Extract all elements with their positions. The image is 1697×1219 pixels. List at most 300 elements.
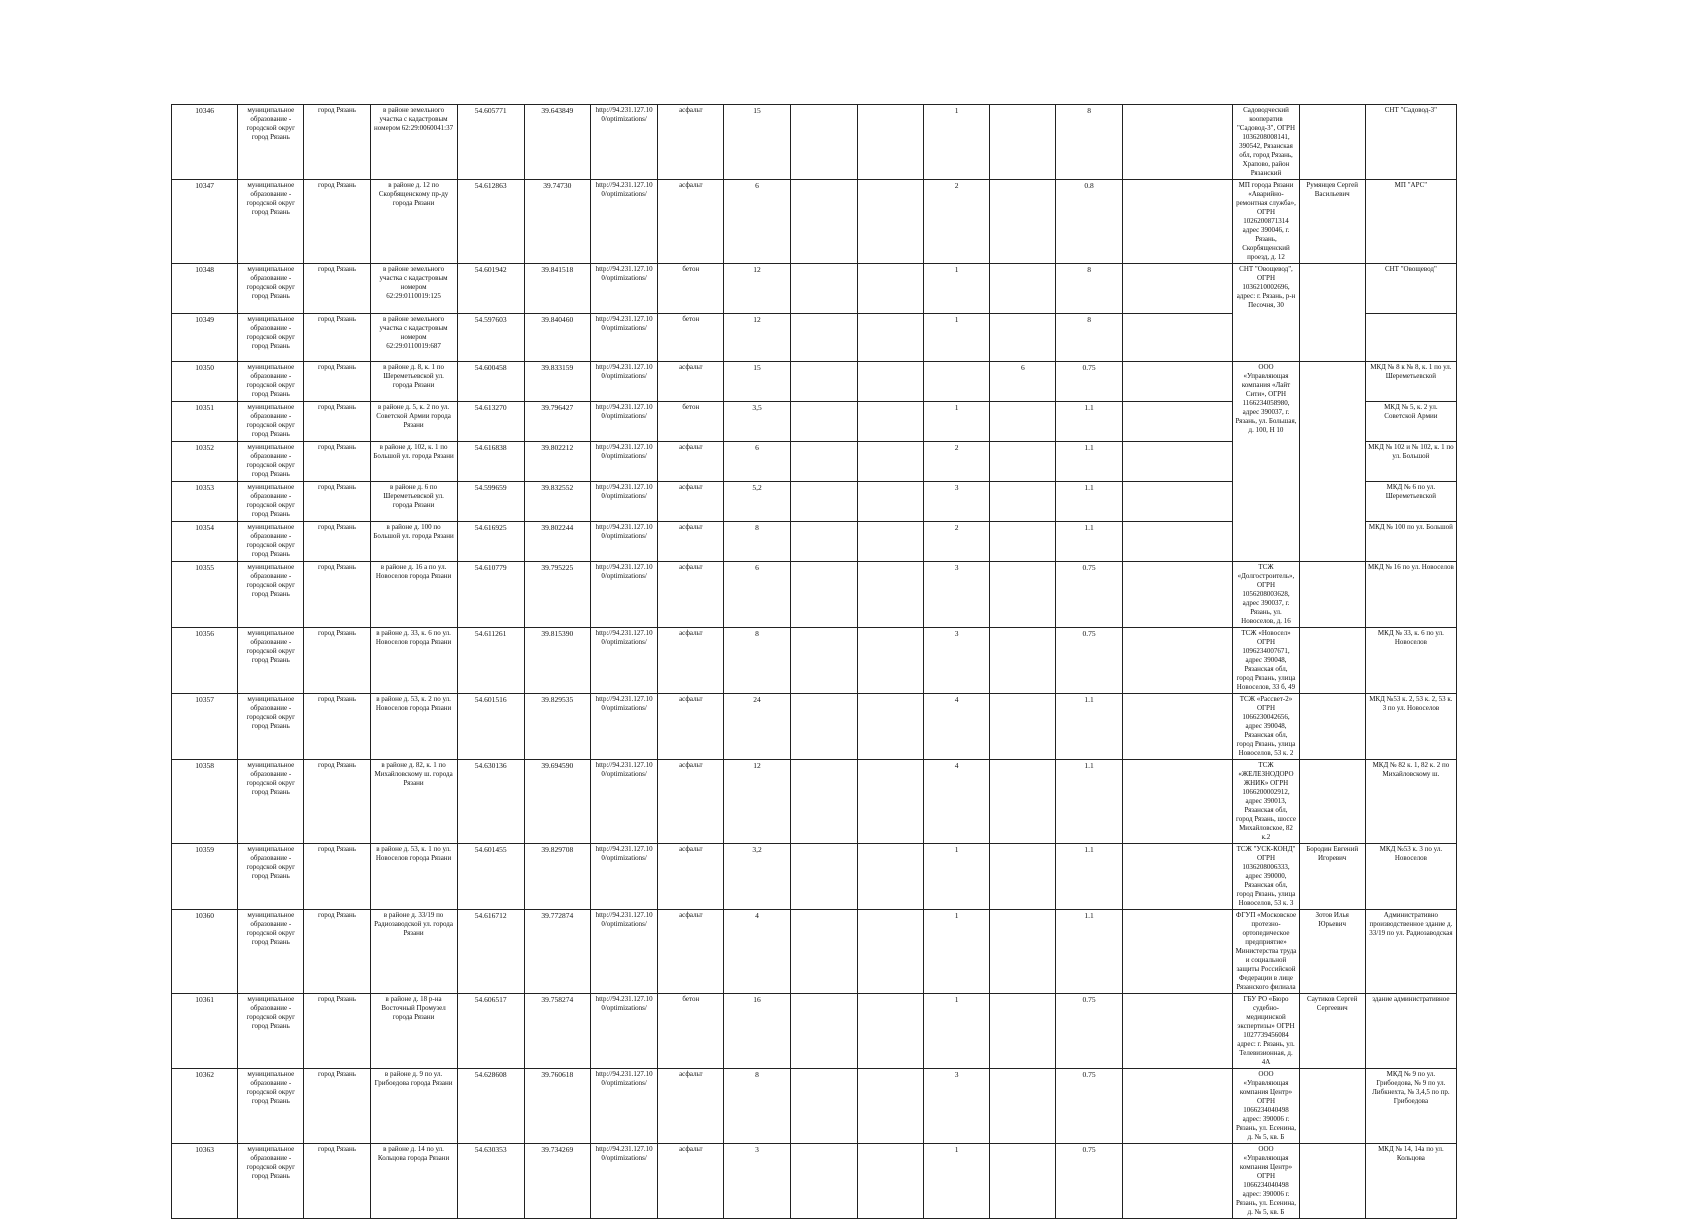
cell-c13: [990, 482, 1056, 522]
table-row: [172, 562, 1457, 628]
cell-settlement: город Рязань: [304, 760, 370, 844]
cell-address: в районе д. 9 по ул. Грибоедова города Рязани: [370, 1069, 457, 1144]
cell-c14: 1.1: [1056, 482, 1122, 522]
cell-c14: 8: [1056, 264, 1122, 314]
cell-id: 10354: [172, 522, 238, 562]
cell-served: МКД №53 к. 2, 53 к. 2, 53 к. 3 по ул. Новоселов: [1365, 694, 1456, 760]
cell-c12: 1: [924, 402, 990, 442]
cell-c11: [857, 628, 923, 694]
cell-link: http://94.231.127.10 0/optimizations/: [590, 1144, 657, 1219]
cell-contact: [1299, 264, 1365, 362]
cell-lat: 54.601942: [457, 264, 524, 314]
cell-settlement: город Рязань: [304, 314, 370, 362]
cell-contact: [1299, 628, 1365, 694]
cell-c15: [1122, 482, 1233, 522]
cell-lon: 39.758274: [524, 994, 590, 1069]
cell-owner: ФГУП «Московское протезно-ортопедическое предприятие» Министерства труда и социальной защиты Российской Федерации в лице Рязанского филиала: [1233, 910, 1299, 994]
cell-link: http://94.231.127.10 0/optimizations/: [590, 314, 657, 362]
cell-id: 10353: [172, 482, 238, 522]
cell-address: в районе д. 102, к. 1 по Большой ул. города Рязани: [370, 442, 457, 482]
cell-lon: 39.74730: [524, 180, 590, 264]
cell-lat: 54.616712: [457, 910, 524, 994]
cell-c14: 0.75: [1056, 628, 1122, 694]
cell-settlement: город Рязань: [304, 105, 370, 180]
table-row: [172, 910, 1457, 994]
cell-area: 12: [724, 314, 790, 362]
cell-settlement: город Рязань: [304, 910, 370, 994]
table-row: [172, 1069, 1457, 1144]
cell-settlement: город Рязань: [304, 628, 370, 694]
cell-area: 5,2: [724, 482, 790, 522]
cell-c15: [1122, 1144, 1233, 1219]
cell-area: 15: [724, 105, 790, 180]
cell-surface: бетон: [658, 994, 724, 1069]
cell-c15: [1122, 562, 1233, 628]
cell-lon: 39.772874: [524, 910, 590, 994]
cell-c15: [1122, 844, 1233, 910]
cell-contact: Бородин Евгений Игоревич: [1299, 844, 1365, 910]
cell-c10: [790, 362, 857, 402]
cell-c12: 3: [924, 628, 990, 694]
cell-address: в районе д. 33/19 по Радиозаводской ул. города Рязани: [370, 910, 457, 994]
cell-municipality: муниципальное образование - городской округ город Рязань: [238, 694, 304, 760]
cell-c15: [1122, 264, 1233, 314]
cell-served: МКД №53 к. 3 по ул. Новоселов: [1365, 844, 1456, 910]
cell-c14: 0.75: [1056, 994, 1122, 1069]
cell-address: в районе д. 53, к. 2 по ул. Новоселов города Рязани: [370, 694, 457, 760]
cell-lon: 39.802212: [524, 442, 590, 482]
cell-area: 3: [724, 1144, 790, 1219]
cell-id: 10356: [172, 628, 238, 694]
cell-link: http://94.231.127.10 0/optimizations/: [590, 562, 657, 628]
cell-contact: Саутиков Сергей Сергеевич: [1299, 994, 1365, 1069]
cell-owner: ТСЖ «Новосел» ОГРН 1096234007671, адрес 390048, Рязанская обл, город Рязань, улица Новоселов, 33 б, 49: [1233, 628, 1299, 694]
cell-id: 10347: [172, 180, 238, 264]
cell-c11: [857, 562, 923, 628]
cell-id: 10360: [172, 910, 238, 994]
cell-c13: [990, 1144, 1056, 1219]
cell-municipality: муниципальное образование - городской округ город Рязань: [238, 628, 304, 694]
cell-c13: [990, 442, 1056, 482]
cell-area: 3,5: [724, 402, 790, 442]
cell-c15: [1122, 760, 1233, 844]
cell-c14: 8: [1056, 314, 1122, 362]
cell-c13: [990, 694, 1056, 760]
cell-owner: ТСЖ "УСК-КОНД" ОГРН 1036208006333, адрес 390000, Рязанская обл, город Рязань, улица Новоселов, 53 к. 3: [1233, 844, 1299, 910]
cell-c11: [857, 442, 923, 482]
cell-address: в районе д. 82, к. 1 по Михайловскому ш. города Рязани: [370, 760, 457, 844]
cell-lon: 39.833159: [524, 362, 590, 402]
cell-settlement: город Рязань: [304, 1069, 370, 1144]
cell-lon: 39.829708: [524, 844, 590, 910]
cell-c12: 4: [924, 694, 990, 760]
cell-link: http://94.231.127.10 0/optimizations/: [590, 180, 657, 264]
cell-owner: ГБУ РО «Бюро судебно-медицинской экспертизы» ОГРН 1027739456084 адрес: г. Рязань, ул. Телевизионная, д. 4А: [1233, 994, 1299, 1069]
cell-c10: [790, 442, 857, 482]
cell-c13: [990, 522, 1056, 562]
cell-c12: 3: [924, 562, 990, 628]
cell-lat: 54.601455: [457, 844, 524, 910]
cell-served: МКД № 6 по ул. Шереметьевской: [1365, 482, 1456, 522]
cell-surface: асфальт: [658, 442, 724, 482]
cell-municipality: муниципальное образование - городской округ город Рязань: [238, 314, 304, 362]
cell-c11: [857, 844, 923, 910]
table-row: [172, 760, 1457, 844]
cell-c10: [790, 910, 857, 994]
cell-link: http://94.231.127.10 0/optimizations/: [590, 910, 657, 994]
cell-municipality: муниципальное образование - городской округ город Рязань: [238, 844, 304, 910]
cell-address: в районе земельного участка с кадастровым номером 62:29:0110019:125: [370, 264, 457, 314]
cell-area: 15: [724, 362, 790, 402]
cell-owner: ТСЖ «Долгостроитель», ОГРН 1056208003628, адрес 390037, г. Рязань, ул. Новоселов, д. 16: [1233, 562, 1299, 628]
cell-municipality: муниципальное образование - городской округ город Рязань: [238, 994, 304, 1069]
cell-lat: 54.613270: [457, 402, 524, 442]
cell-c13: [990, 628, 1056, 694]
cell-municipality: муниципальное образование - городской округ город Рязань: [238, 180, 304, 264]
cell-area: 24: [724, 694, 790, 760]
cell-c11: [857, 180, 923, 264]
cell-served: МКД № 14, 14а по ул. Кольцова: [1365, 1144, 1456, 1219]
cell-municipality: муниципальное образование - городской округ город Рязань: [238, 105, 304, 180]
cell-c10: [790, 482, 857, 522]
cell-settlement: город Рязань: [304, 482, 370, 522]
cell-id: 10357: [172, 694, 238, 760]
cell-served: МКД № 102 и № 102, к. 1 по ул. Большой: [1365, 442, 1456, 482]
cell-link: http://94.231.127.10 0/optimizations/: [590, 105, 657, 180]
cell-served: здание административное: [1365, 994, 1456, 1069]
cell-settlement: город Рязань: [304, 562, 370, 628]
cell-c15: [1122, 442, 1233, 482]
cell-lon: 39.795225: [524, 562, 590, 628]
cell-id: 10355: [172, 562, 238, 628]
cell-surface: асфальт: [658, 760, 724, 844]
cell-lat: 54.599659: [457, 482, 524, 522]
cell-address: в районе д. 100 по Большой ул. города Рязани: [370, 522, 457, 562]
cell-c15: [1122, 105, 1233, 180]
cell-c11: [857, 1069, 923, 1144]
cell-lat: 54.630136: [457, 760, 524, 844]
cell-municipality: муниципальное образование - городской округ город Рязань: [238, 1069, 304, 1144]
cell-served: МП "АРС": [1365, 180, 1456, 264]
cell-c15: [1122, 910, 1233, 994]
cell-lat: 54.630353: [457, 1144, 524, 1219]
cell-address: в районе д. 14 по ул. Кольцова города Рязани: [370, 1144, 457, 1219]
cell-c10: [790, 844, 857, 910]
cell-c10: [790, 694, 857, 760]
cell-served: МКД № 5, к. 2 ул. Советской Армии: [1365, 402, 1456, 442]
cell-served: Административно производственное здание д. 33/19 по ул. Радиозаводская: [1365, 910, 1456, 994]
cell-area: 6: [724, 442, 790, 482]
cell-settlement: город Рязань: [304, 1144, 370, 1219]
cell-municipality: муниципальное образование - городской округ город Рязань: [238, 522, 304, 562]
cell-address: в районе д. 18 р-на Восточный Промузел города Рязани: [370, 994, 457, 1069]
cell-lon: 39.796427: [524, 402, 590, 442]
cell-served: МКД № 9 по ул. Грибоедова, № 9 по ул. Либкнехта, № 3,4,5 по пр. Грибоедова: [1365, 1069, 1456, 1144]
cell-lat: 54.628608: [457, 1069, 524, 1144]
cell-area: 4: [724, 910, 790, 994]
cell-c13: [990, 910, 1056, 994]
cell-address: в районе д. 5, к. 2 по ул. Советской Армии города Рязани: [370, 402, 457, 442]
cell-c10: [790, 180, 857, 264]
cell-c10: [790, 1144, 857, 1219]
cell-c12: 3: [924, 482, 990, 522]
cell-contact: [1299, 562, 1365, 628]
cell-c10: [790, 562, 857, 628]
cell-contact: [1299, 1069, 1365, 1144]
cell-c10: [790, 314, 857, 362]
cell-c12: [924, 362, 990, 402]
cell-lat: 54.611261: [457, 628, 524, 694]
cell-c14: 0.75: [1056, 362, 1122, 402]
cell-id: 10361: [172, 994, 238, 1069]
cell-area: 8: [724, 1069, 790, 1144]
cell-lat: 54.606517: [457, 994, 524, 1069]
cell-settlement: город Рязань: [304, 694, 370, 760]
cell-lat: 54.597603: [457, 314, 524, 362]
cell-served: МКД № 8 к № 8, к. 1 по ул. Шереметьевской: [1365, 362, 1456, 402]
cell-c13: [990, 105, 1056, 180]
cell-settlement: город Рязань: [304, 180, 370, 264]
cell-c12: 1: [924, 910, 990, 994]
cell-c14: 1.1: [1056, 844, 1122, 910]
cell-surface: асфальт: [658, 482, 724, 522]
cell-link: http://94.231.127.10 0/optimizations/: [590, 628, 657, 694]
cell-lon: 39.841518: [524, 264, 590, 314]
cell-c11: [857, 994, 923, 1069]
cell-c11: [857, 105, 923, 180]
cell-settlement: город Рязань: [304, 362, 370, 402]
cell-served: [1365, 314, 1456, 362]
cell-c11: [857, 264, 923, 314]
cell-c15: [1122, 180, 1233, 264]
cell-c15: [1122, 522, 1233, 562]
cell-lon: 39.802244: [524, 522, 590, 562]
cell-owner: Садоводческий кооператив "Садовод-3", ОГРН 1036208008141, 390542, Рязанская обл, город Рязань, Храпово, район Рязанский: [1233, 105, 1299, 180]
cell-surface: асфальт: [658, 1069, 724, 1144]
cell-surface: асфальт: [658, 694, 724, 760]
cell-c14: 1.1: [1056, 522, 1122, 562]
cell-c11: [857, 482, 923, 522]
cell-c11: [857, 402, 923, 442]
cell-c12: 1: [924, 844, 990, 910]
cell-c11: [857, 362, 923, 402]
cell-c15: [1122, 628, 1233, 694]
cell-address: в районе д. 12 по Скорбященскому пр-ду города Рязани: [370, 180, 457, 264]
cell-c11: [857, 522, 923, 562]
cell-c13: 6: [990, 362, 1056, 402]
cell-municipality: муниципальное образование - городской округ город Рязань: [238, 264, 304, 314]
cell-surface: асфальт: [658, 522, 724, 562]
cell-served: МКД № 100 по ул. Большой: [1365, 522, 1456, 562]
cell-c14: 0.8: [1056, 180, 1122, 264]
table-row: [172, 180, 1457, 264]
cell-surface: асфальт: [658, 844, 724, 910]
cell-c11: [857, 694, 923, 760]
cell-lon: 39.829535: [524, 694, 590, 760]
cell-c10: [790, 402, 857, 442]
cell-c14: 1.1: [1056, 910, 1122, 994]
cell-address: в районе д. 33, к. 6 по ул. Новоселов города Рязани: [370, 628, 457, 694]
cell-id: 10363: [172, 1144, 238, 1219]
cell-owner: ООО «Управляющая компания «Лайт Сити», ОГРН 1166234058980, адрес 390037, г. Рязань, ул. Большая, д. 100, Н 10: [1233, 362, 1299, 562]
cell-c12: 1: [924, 1144, 990, 1219]
cell-c13: [990, 1069, 1056, 1144]
cell-c12: 1: [924, 994, 990, 1069]
table-row: [172, 362, 1457, 402]
table-row: [172, 994, 1457, 1069]
cell-address: в районе земельного участка с кадастровым номером 62:29:0110019:687: [370, 314, 457, 362]
cell-municipality: муниципальное образование - городской округ город Рязань: [238, 562, 304, 628]
cell-link: http://94.231.127.10 0/optimizations/: [590, 522, 657, 562]
cell-settlement: город Рязань: [304, 402, 370, 442]
cell-contact: [1299, 760, 1365, 844]
cell-settlement: город Рязань: [304, 844, 370, 910]
cell-lon: 39.694590: [524, 760, 590, 844]
cell-surface: асфальт: [658, 628, 724, 694]
cell-area: 12: [724, 264, 790, 314]
table-row: [172, 628, 1457, 694]
cell-lat: 54.600458: [457, 362, 524, 402]
cell-id: 10351: [172, 402, 238, 442]
cell-lon: 39.832552: [524, 482, 590, 522]
cell-lon: 39.840460: [524, 314, 590, 362]
cell-link: http://94.231.127.10 0/optimizations/: [590, 760, 657, 844]
cell-c15: [1122, 694, 1233, 760]
cell-contact: [1299, 694, 1365, 760]
cell-surface: бетон: [658, 314, 724, 362]
cell-surface: асфальт: [658, 1144, 724, 1219]
cell-c12: 4: [924, 760, 990, 844]
cell-c14: 1.1: [1056, 402, 1122, 442]
cell-c10: [790, 1069, 857, 1144]
cell-contact: [1299, 1144, 1365, 1219]
cell-surface: асфальт: [658, 105, 724, 180]
cell-link: http://94.231.127.10 0/optimizations/: [590, 362, 657, 402]
cell-area: 6: [724, 562, 790, 628]
cell-c12: 2: [924, 522, 990, 562]
table-row: [172, 264, 1457, 314]
cell-lon: 39.760618: [524, 1069, 590, 1144]
cell-served: СНТ "Садовод-3": [1365, 105, 1456, 180]
cell-area: 3,2: [724, 844, 790, 910]
cell-lon: 39.734269: [524, 1144, 590, 1219]
cell-link: http://94.231.127.10 0/optimizations/: [590, 694, 657, 760]
cell-id: 10362: [172, 1069, 238, 1144]
cell-served: МКД № 16 по ул. Новоселов: [1365, 562, 1456, 628]
cell-lat: 54.605771: [457, 105, 524, 180]
cell-address: в районе д. 16 а по ул. Новоселов города Рязани: [370, 562, 457, 628]
cell-contact: [1299, 362, 1365, 562]
cell-settlement: город Рязань: [304, 442, 370, 482]
cell-link: http://94.231.127.10 0/optimizations/: [590, 402, 657, 442]
table-body: [172, 105, 1457, 1219]
cell-id: 10358: [172, 760, 238, 844]
cell-owner: СНТ "Овощевод", ОГРН 1036210002696, адрес: г. Рязань, р-н Песочня, 30: [1233, 264, 1299, 362]
cell-c13: [990, 844, 1056, 910]
cell-c10: [790, 628, 857, 694]
cell-link: http://94.231.127.10 0/optimizations/: [590, 1069, 657, 1144]
cell-lon: 39.815390: [524, 628, 590, 694]
cell-c14: 1.1: [1056, 442, 1122, 482]
cell-served: МКД № 33, к. 6 по ул. Новоселов: [1365, 628, 1456, 694]
cell-c15: [1122, 362, 1233, 402]
cell-settlement: город Рязань: [304, 522, 370, 562]
cell-c10: [790, 522, 857, 562]
cell-c15: [1122, 314, 1233, 362]
cell-area: 8: [724, 522, 790, 562]
cell-c11: [857, 1144, 923, 1219]
cell-c12: 1: [924, 105, 990, 180]
cell-owner: МП города Рязани «Аварийно-ремонтная служба», ОГРН 1026200871314 адрес 390046, г. Рязань, Скорбященский проезд, д. 12: [1233, 180, 1299, 264]
cell-lat: 54.616838: [457, 442, 524, 482]
cell-link: http://94.231.127.10 0/optimizations/: [590, 442, 657, 482]
cell-lon: 39.643849: [524, 105, 590, 180]
cell-c15: [1122, 1069, 1233, 1144]
cell-c12: 1: [924, 264, 990, 314]
cell-municipality: муниципальное образование - городской округ город Рязань: [238, 910, 304, 994]
cell-surface: асфальт: [658, 180, 724, 264]
cell-c12: 2: [924, 180, 990, 264]
cell-c15: [1122, 402, 1233, 442]
cell-c10: [790, 264, 857, 314]
cell-c12: 2: [924, 442, 990, 482]
cell-c10: [790, 105, 857, 180]
cell-surface: асфальт: [658, 562, 724, 628]
cell-address: в районе д. 53, к. 1 по ул. Новоселов города Рязани: [370, 844, 457, 910]
cell-c13: [990, 760, 1056, 844]
cell-served: МКД № 82 к. 1, 82 к. 2 по Михайловскому ш.: [1365, 760, 1456, 844]
cell-c13: [990, 402, 1056, 442]
cell-area: 6: [724, 180, 790, 264]
cell-lat: 54.601516: [457, 694, 524, 760]
cell-surface: бетон: [658, 264, 724, 314]
cell-link: http://94.231.127.10 0/optimizations/: [590, 264, 657, 314]
cell-municipality: муниципальное образование - городской округ город Рязань: [238, 362, 304, 402]
cell-c15: [1122, 994, 1233, 1069]
cell-lat: 54.616925: [457, 522, 524, 562]
cell-link: http://94.231.127.10 0/optimizations/: [590, 482, 657, 522]
cell-address: в районе д. 6 по Шереметьевской ул. города Рязани: [370, 482, 457, 522]
cell-c11: [857, 314, 923, 362]
table-row: [172, 105, 1457, 180]
cell-surface: асфальт: [658, 362, 724, 402]
cell-settlement: город Рязань: [304, 264, 370, 314]
cell-id: 10359: [172, 844, 238, 910]
cell-lat: 54.612863: [457, 180, 524, 264]
cell-owner: ТСЖ «ЖЕЛЕЗНОДОРОЖНИК» ОГРН 1066200002912, адрес 390013, Рязанская обл, город Рязань, шоссе Михайловское, 82 к.2: [1233, 760, 1299, 844]
table-row: [172, 694, 1457, 760]
cell-municipality: муниципальное образование - городской округ город Рязань: [238, 760, 304, 844]
cell-area: 12: [724, 760, 790, 844]
cell-id: 10350: [172, 362, 238, 402]
cell-owner: ООО «Управляющая компания Центр» ОГРН 1066234040498 адрес: 390006 г. Рязань, ул. Есенина, д. № 5, кв. Б: [1233, 1069, 1299, 1144]
cell-c14: 1.1: [1056, 694, 1122, 760]
cell-municipality: муниципальное образование - городской округ город Рязань: [238, 402, 304, 442]
cell-contact: Зотов Илья Юрьевич: [1299, 910, 1365, 994]
cell-contact: Румянцев Сергей Васильевич: [1299, 180, 1365, 264]
cell-id: 10352: [172, 442, 238, 482]
cell-c14: 1.1: [1056, 760, 1122, 844]
cell-surface: бетон: [658, 402, 724, 442]
cell-address: в районе д. 8, к. 1 по Шереметьевской ул. города Рязани: [370, 362, 457, 402]
cell-municipality: муниципальное образование - городской округ город Рязань: [238, 482, 304, 522]
cell-c11: [857, 910, 923, 994]
cell-c14: 0.75: [1056, 1069, 1122, 1144]
cell-c13: [990, 562, 1056, 628]
cell-link: http://94.231.127.10 0/optimizations/: [590, 994, 657, 1069]
cell-c10: [790, 760, 857, 844]
cell-owner: ООО «Управляющая компания Центр» ОГРН 1066234040498 адрес: 390006 г. Рязань, ул. Есенина, д. № 5, кв. Б: [1233, 1144, 1299, 1219]
